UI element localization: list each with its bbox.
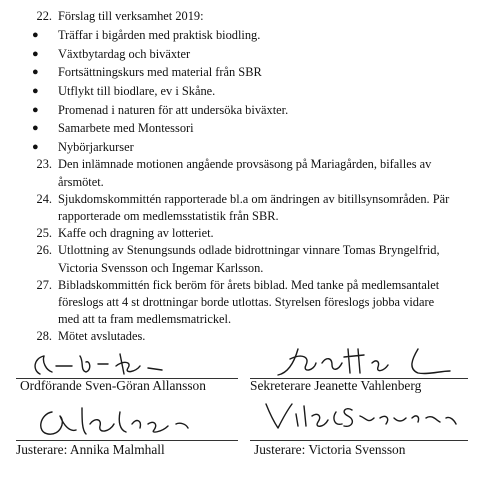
item-text: Kaffe och dragning av lotteriet. <box>58 226 214 241</box>
bullet-icon: ● <box>32 29 39 42</box>
item-text: Mötet avslutades. <box>58 329 146 344</box>
item-number: 25. <box>36 226 52 241</box>
list-item: ● Växtbytardag och biväxter <box>0 45 488 64</box>
list-item: ● Utflykt till biodlare, ev i Skåne. <box>0 82 488 101</box>
item-text: Förslag till verksamhet 2019: <box>58 9 204 23</box>
bullet-icon: ● <box>32 140 39 153</box>
agenda-items <box>0 8 488 346</box>
item-number: 27. <box>36 277 52 292</box>
agenda-item <box>0 191 488 225</box>
list-item: ● Samarbete med Montessori <box>0 119 488 138</box>
bullet-icon: ● <box>32 103 39 116</box>
adjuster-2-signatory: Justerare: Victoria Svensson <box>254 442 406 457</box>
list-item: ● Fortsättningskurs med material från SBR <box>0 63 488 82</box>
item-text: Bibladskommittén fick beröm för årets biblad. Med tanke på medlemsantalet föreslogs att 4 st drottningar borde utlottas. Styrelsen föreslogs jobba vidare med att ta fram medlemsmatrickel. <box>58 277 440 327</box>
adjuster-signature-1 <box>30 402 200 442</box>
agenda-item <box>0 8 488 25</box>
agenda-item <box>0 156 488 190</box>
bullet-icon: ● <box>32 84 39 97</box>
agenda-item <box>0 225 488 242</box>
adjuster-1-signature-line <box>16 440 238 441</box>
adjuster-1-signatory: Justerare: Annika Malmhall <box>16 442 165 457</box>
list-item: ● Promenad i naturen för att undersöka biväxter. <box>0 101 488 120</box>
item-number: 23. <box>36 157 52 172</box>
chair-signature <box>28 348 168 382</box>
bullet-icon: ● <box>32 47 39 60</box>
item-number: 24. <box>36 191 52 206</box>
item-text: Sjukdomskommittén rapporterade bl.a om ändringen av bitillsynsområden. Pär rapporterade om medlemsstatistik från SBR. <box>58 191 450 223</box>
item-number: 22. <box>36 9 52 23</box>
secretary-signatory: Sekreterare Jeanette Vahlenberg <box>250 378 422 393</box>
agenda-item <box>0 277 488 329</box>
list-item: ● Träffar i bigården med praktisk biodling. <box>0 26 488 45</box>
bullet-icon: ● <box>32 66 39 79</box>
activity-proposal-list <box>0 26 488 156</box>
secretary-signature <box>268 343 468 383</box>
chair-signatory: Ordförande Sven-Göran Allansson <box>20 378 206 393</box>
item-number: 26. <box>36 243 52 258</box>
item-text: Den inlämnade motionen angående provsäsong på Mariagården, bifalles av årsmötet. <box>58 157 432 189</box>
adjuster-signature-2 <box>256 398 466 434</box>
bullet-icon: ● <box>32 122 39 135</box>
adjuster-2-signature-line <box>250 440 468 441</box>
item-number: 28. <box>36 329 52 344</box>
agenda-item <box>0 242 488 276</box>
item-text: Utlottning av Stenungsunds odlade bidrottningar vinnare Tomas Bryngelfrid, Victoria Svensson och Ingemar Karlsson. <box>58 243 440 275</box>
list-item: ● Nybörjarkurser <box>0 138 488 157</box>
